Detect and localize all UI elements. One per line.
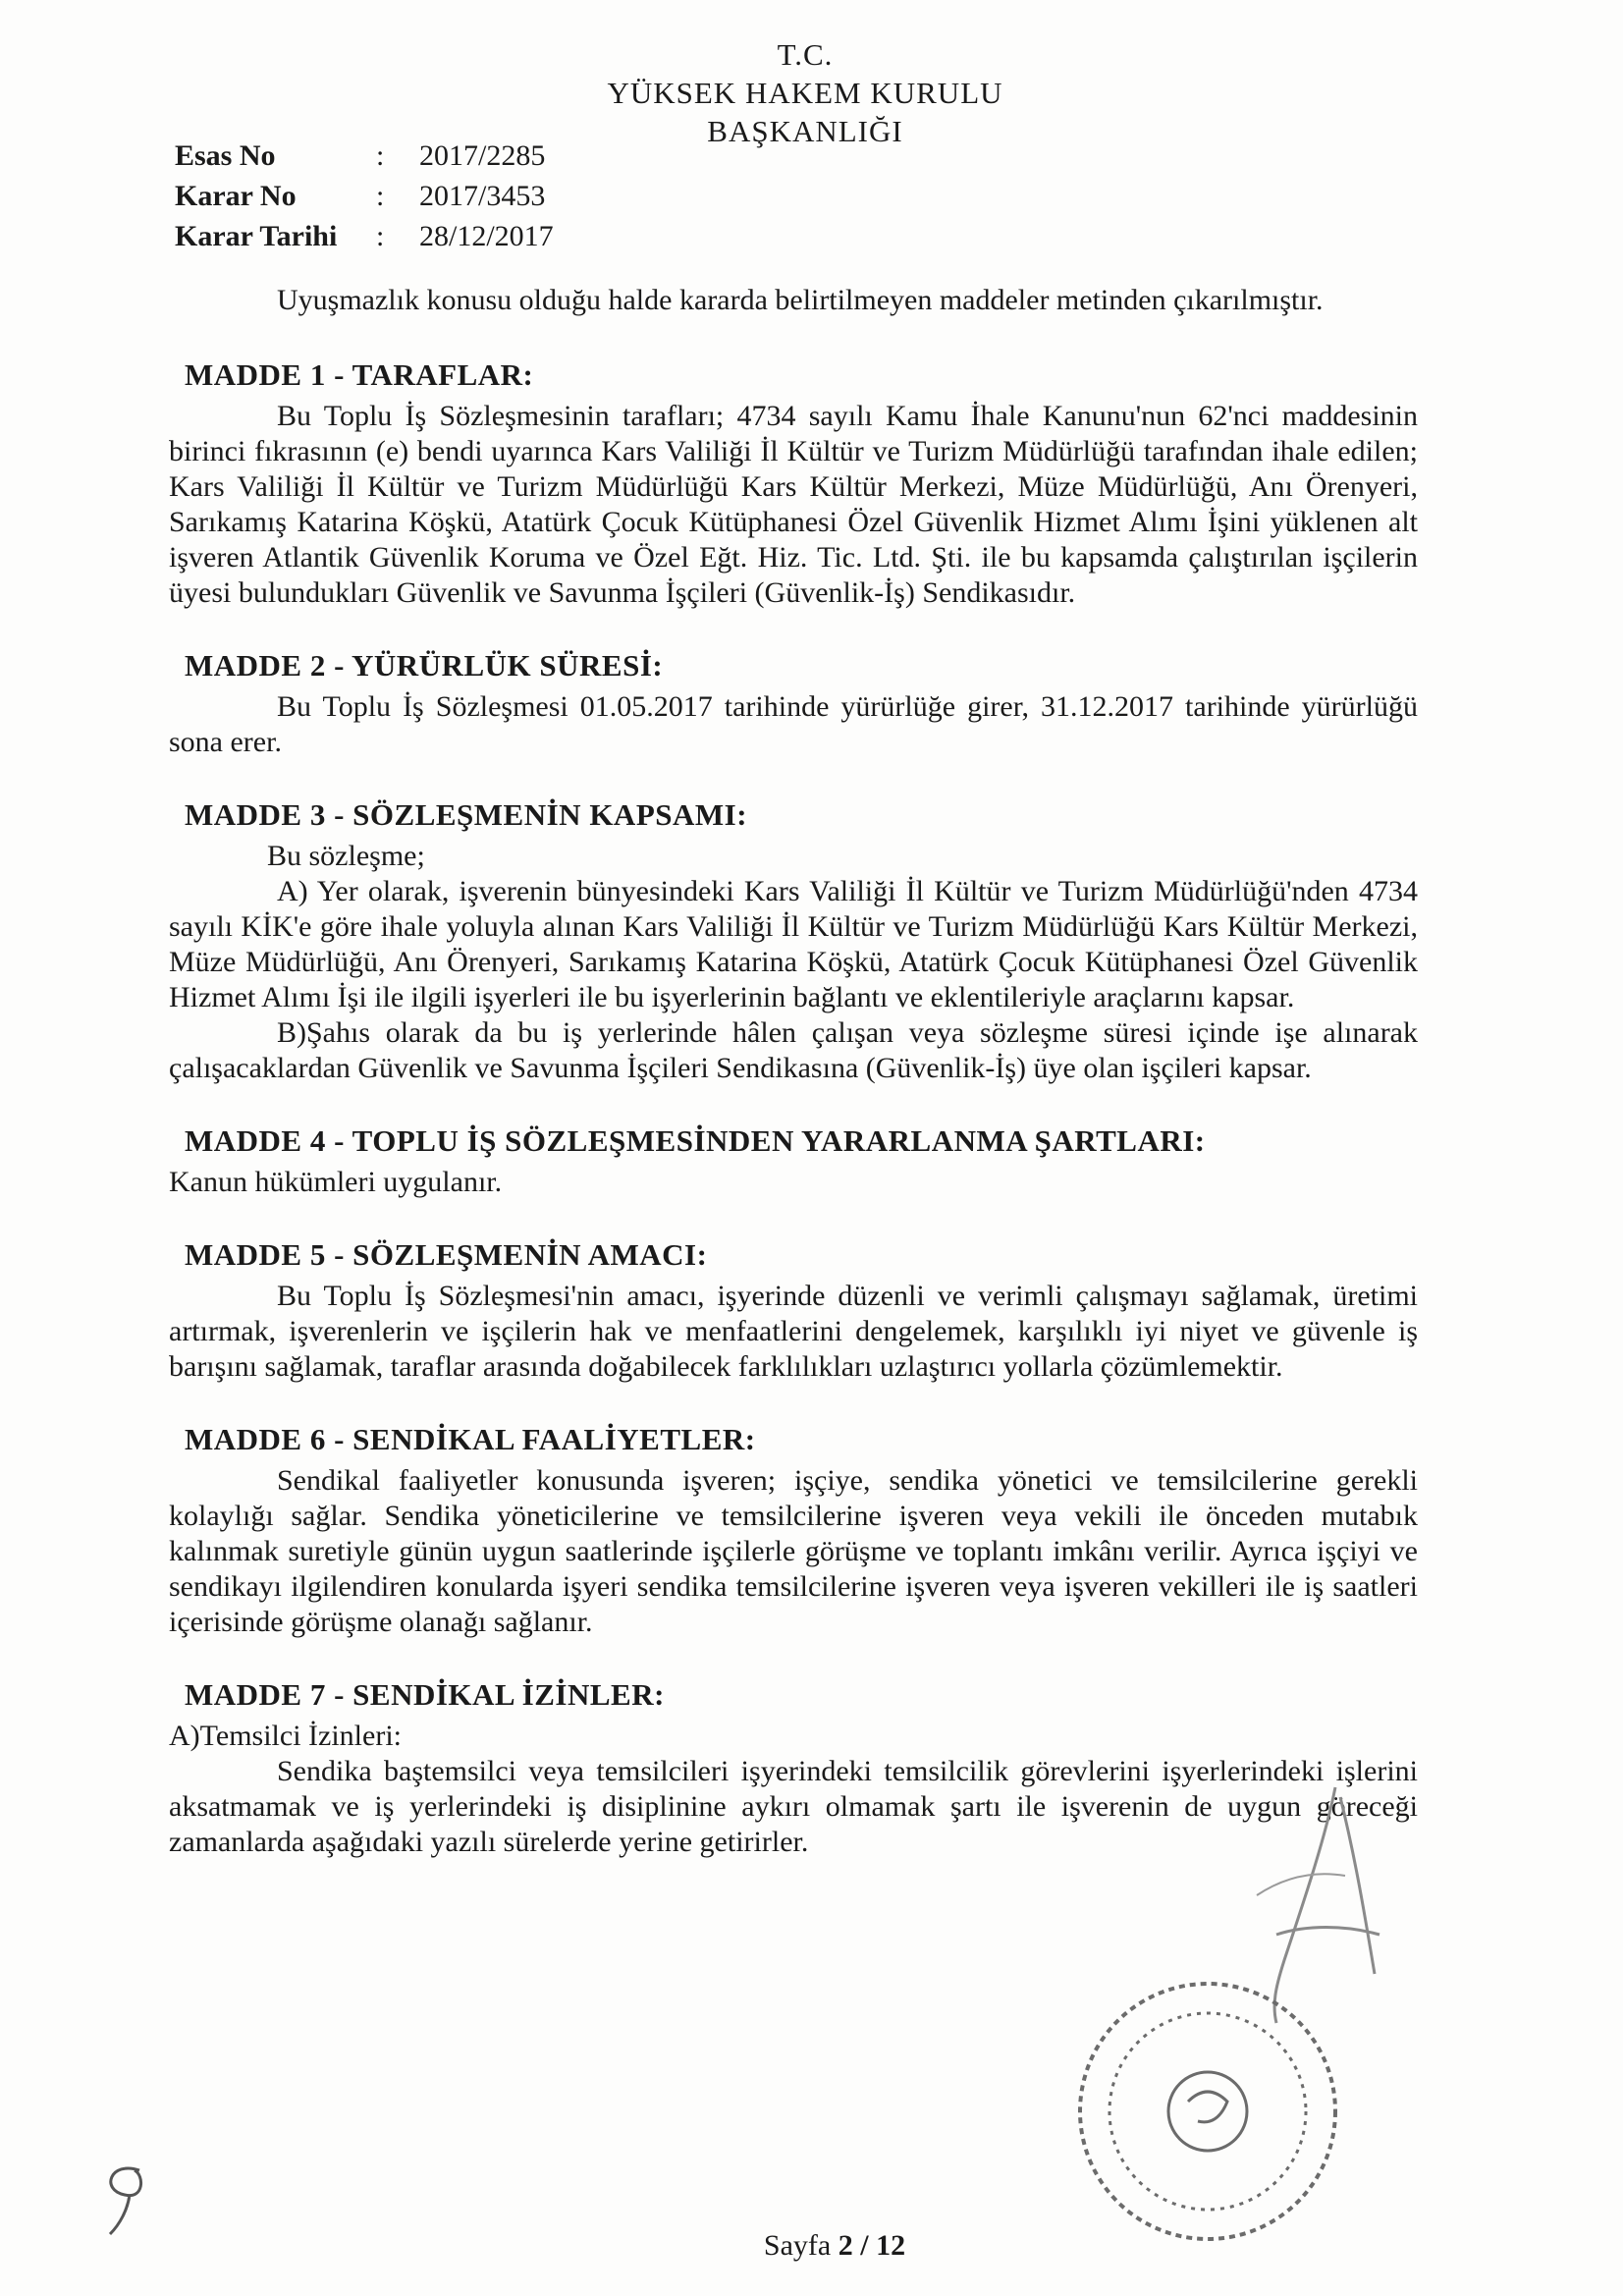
article-3-clause-b: B)Şahıs olarak da bu iş yerlerinde hâlen çalışan veya sözleşme süresi içinde işe alınarak çalışacaklardan Güvenlik ve Savunma İşçileri Sendikasına (Güvenlik-İş) üye olan işçileri kapsar. xyxy=(169,1016,1418,1084)
meta-value: 2017/3453 xyxy=(419,180,546,212)
header-line-presidency: BAŞKANLIĞI xyxy=(707,114,903,148)
document-header xyxy=(550,35,1060,150)
article-4-text: Kanun hükümleri uygulanır. xyxy=(169,1166,503,1198)
meta-row-esas xyxy=(175,136,554,176)
official-seal-stamp xyxy=(1051,1964,1375,2259)
header-line-institution: YÜKSEK HAKEM KURULU xyxy=(607,76,1003,110)
article-3-title: MADDE 3 - SÖZLEŞMENİN KAPSAMI: xyxy=(185,797,748,832)
article-2-title: MADDE 2 - YÜRÜRLÜK SÜRESİ: xyxy=(185,648,664,683)
article-3-clause-a: A) Yer olarak, işverenin bünyesindeki Kars Valiliği İl Kültür ve Turizm Müdürlüğü'nden 4734 sayılı KİK'e göre ihale yoluyla alınan Kars Valiliği İl Kültür ve Turizm Müdürlüğü Kars Kültür Merkezi, Müze Müdürlüğü, Anı Örenyeri, Sarıkamış Katarina Köşkü, Atatürk Çocuk Kütüphanesi Özel Güvenlik Hizmet Alımı İşi ile ilgili işyerleri ile bu işyerlerinin bağlantı ve eklentileriyle araçlarını kapsar. xyxy=(169,875,1418,1013)
meta-value: 2017/2285 xyxy=(419,139,546,172)
meta-row-tarih xyxy=(175,216,554,256)
header-line-tc: T.C. xyxy=(777,37,834,72)
article-7-subheading: A)Temsilci İzinleri: xyxy=(169,1720,402,1752)
intro-paragraph: Uyuşmazlık konusu olduğu halde kararda belirtilmeyen maddeler metinden çıkarılmıştır. xyxy=(277,284,1324,316)
article-7-text: Sendika baştemsilci veya temsilcileri işyerindeki temsilcilik görevlerini işyerlerindeki işlerini aksatmamak ve iş yerlerindeki iş disiplinine aykırı olmamak şartı ile işverenin de uygun göreceği zamanlarda aşağıdaki yazılı sürelerde yerine getirirler. xyxy=(169,1755,1418,1858)
meta-label: Karar Tarihi xyxy=(175,220,338,252)
article-6-title: MADDE 6 - SENDİKAL FAALİYETLER: xyxy=(185,1422,756,1456)
meta-colon: : xyxy=(376,139,385,172)
article-5-title: MADDE 5 - SÖZLEŞMENİN AMACI: xyxy=(185,1237,708,1272)
article-1-text: Bu Toplu İş Sözleşmesinin tarafları; 4734 sayılı Kamu İhale Kanunu'nun 62'nci maddesinin birinci fıkrasının (e) bendi uyarınca Kars Valiliği İl Kültür ve Turizm Müdürlüğü tarafından ihale edilen; Kars Valiliği İl Kültür ve Turizm Müdürlüğü Kars Kültür Merkezi, Müze Müdürlüğü, Anı Örenyeri, Sarıkamış Katarina Köşkü, Atatürk Çocuk Kütüphanesi Özel Güvenlik Hizmet Alımı İşini yüklenen alt işveren Atlantik Güvenlik Koruma ve Özel Eğt. Hiz. Tic. Ltd. Şti. ile bu kapsamda çalıştırılan işçilerin üyesi bulundukları Güvenlik ve Savunma İşçileri (Güvenlik-İş) Sendikasıdır. xyxy=(169,400,1418,609)
article-5-text: Bu Toplu İş Sözleşmesi'nin amacı, işyerinde düzenli ve verimli çalışmayı sağlamak, üretimi artırmak, işverenlerin ve işçilerin hak ve menfaatlerini dengelemek, karşılıklı iyi niyet ve güvenle iş barışını sağlamak, taraflar arasında doğabilecek farklılıkları uzlaştırıcı yollarla çözümlemektir. xyxy=(169,1280,1418,1383)
page-number: 2 / 12 xyxy=(838,2229,906,2262)
meta-value: 28/12/2017 xyxy=(419,220,554,252)
document-body xyxy=(169,283,1418,1897)
page-footer xyxy=(707,2229,962,2263)
article-2-text: Bu Toplu İş Sözleşmesi 01.05.2017 tarihinde yürürlüğe girer, 31.12.2017 tarihinde yürürlüğü sona erer. xyxy=(169,690,1418,758)
article-2 xyxy=(169,648,1418,760)
meta-colon: : xyxy=(376,180,385,212)
meta-colon: : xyxy=(376,220,385,252)
article-1-title: MADDE 1 - TARAFLAR: xyxy=(185,357,534,392)
article-4 xyxy=(169,1123,1418,1200)
case-metadata xyxy=(175,136,554,256)
margin-handwritten-mark xyxy=(90,2151,159,2239)
article-3-lead: Bu sözleşme; xyxy=(267,840,425,872)
article-3 xyxy=(169,797,1418,1086)
article-6 xyxy=(169,1422,1418,1640)
meta-row-karar xyxy=(175,176,554,216)
article-7-title: MADDE 7 - SENDİKAL İZİNLER: xyxy=(185,1677,665,1712)
article-5 xyxy=(169,1237,1418,1385)
meta-label: Karar No xyxy=(175,180,297,212)
page-label: Sayfa xyxy=(763,2229,832,2262)
article-1 xyxy=(169,357,1418,611)
article-6-text: Sendikal faaliyetler konusunda işveren; işçiye, sendika yönetici ve temsilcilerine gerekli kolaylığı sağlar. Sendika yöneticilerine ve temsilcilerine işveren veya vekili ile önceden mutabık kalınmak suretiyle günün uygun saatlerinde işçilerle görüşme ve toplantı imkânı verilir. Ayrıca işçiyi ve sendikayı ilgilendiren konularda işyeri sendika temsilcilerine işveren veya işveren vekilleri ile iş saatleri içerisinde görüşme olanağı sağlanır. xyxy=(169,1464,1418,1638)
meta-label: Esas No xyxy=(175,139,276,172)
article-4-title: MADDE 4 - TOPLU İŞ SÖZLEŞMESİNDEN YARARLANMA ŞARTLARI: xyxy=(185,1123,1206,1158)
